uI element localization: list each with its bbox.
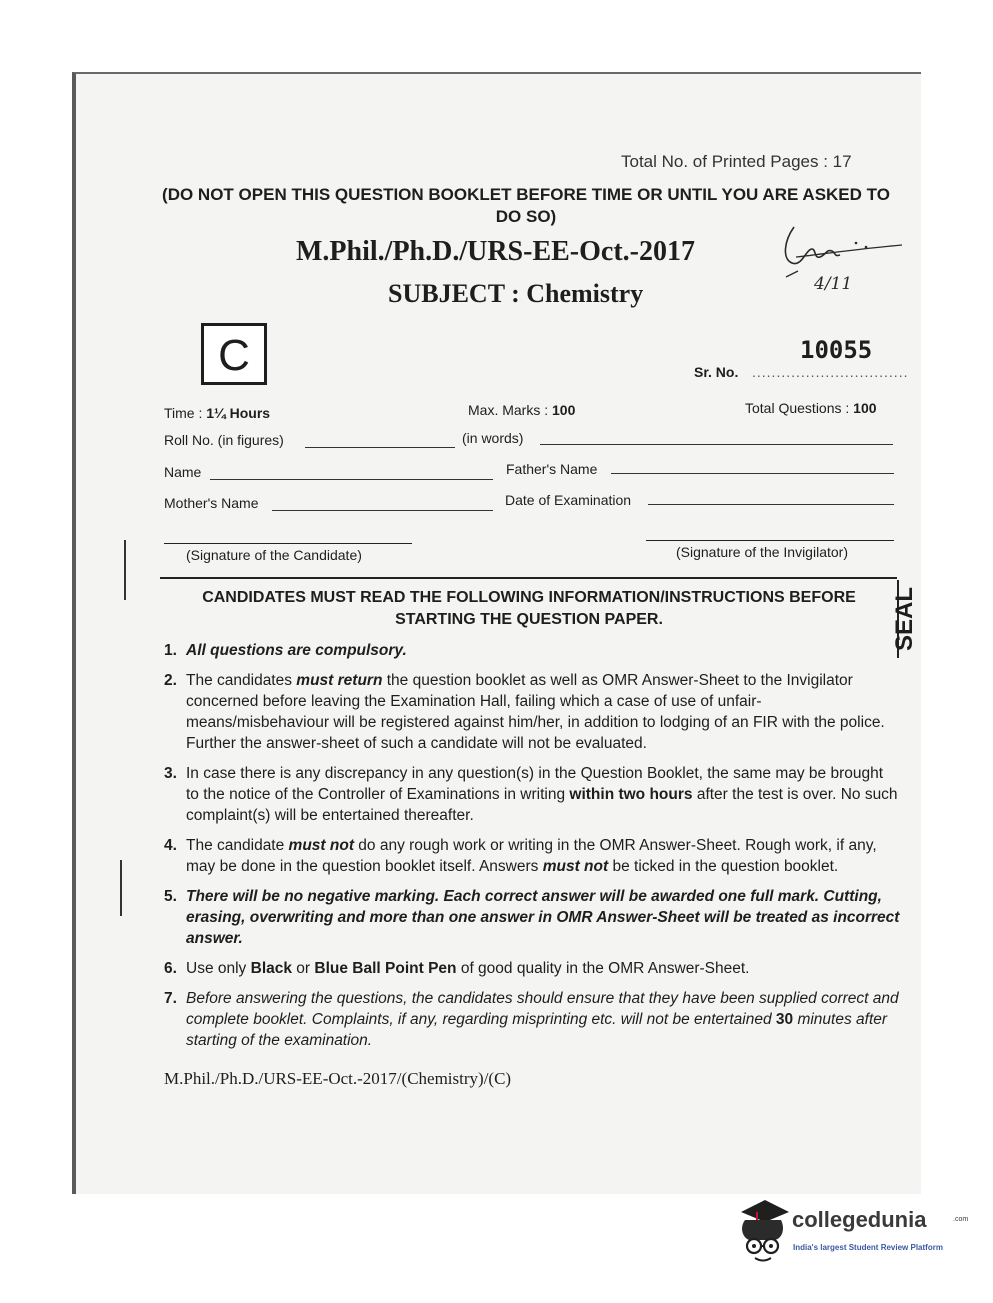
subject-value: Chemistry (526, 279, 644, 308)
exam-date-label: Date of Examination (505, 492, 632, 508)
serial-label: Sr. No. (694, 364, 739, 380)
brand-suffix: .com (953, 1216, 969, 1223)
instruction-text: of good quality in the OMR Answer-Sheet. (456, 960, 750, 977)
scanned-page (72, 72, 921, 1194)
candidate-signature-line[interactable] (164, 543, 412, 544)
instruction-emphasis: Blue Ball Point Pen (314, 960, 457, 977)
time-field (164, 405, 270, 421)
series-code-box: C (201, 323, 267, 385)
instruction-text: after the test is over. No such complaint(s) will be entertained thereafter. (186, 786, 898, 824)
instruction-emphasis: must not (542, 858, 609, 875)
instruction-text: All questions are compulsory. (186, 642, 407, 659)
instruction-number: 2. (164, 672, 177, 689)
instruction-emphasis: must not (288, 837, 354, 854)
time-label: Time : (164, 405, 207, 421)
instruction-number: 5. (164, 888, 177, 905)
serial-dotted-line: ................................ (752, 364, 909, 380)
instruction-text: be ticked in the question booklet. (608, 858, 839, 875)
marks-label: Max. Marks : (468, 402, 553, 418)
subject-line (388, 279, 643, 309)
roll-words-label: (in words) (462, 430, 524, 446)
instruction-text: Before answering the questions, the candidates should ensure that they have been supplied correct and complete booklet. Complaints, if any, regarding misprinting etc. will not be entertained (186, 990, 899, 1028)
brand-tagline: India's largest Student Review Platform (793, 1243, 943, 1252)
instruction-text: In case there is any discrepancy in any question(s) in the Question Booklet, the same may be brought to the notice of the Controller of Examinations in writing (186, 765, 884, 803)
max-marks-field (468, 402, 575, 418)
roll-figures-label: Roll No. (in figures) (164, 432, 284, 448)
instructions-list (164, 640, 900, 1060)
margin-pen-mark (124, 540, 126, 600)
total-questions-field (745, 400, 877, 416)
instruction-text: There will be no negative marking. Each correct answer will be awarded one full mark. Cutting, erasing, overwriting and more than one answer in OMR Answer-Sheet will be treated as incorrect answer. (186, 888, 900, 947)
roll-words-input[interactable] (540, 429, 893, 445)
questions-label: Total Questions : (745, 400, 854, 416)
handwritten-signature (776, 219, 906, 299)
instruction-number: 3. (164, 765, 177, 782)
exam-title: M.Phil./Ph.D./URS-EE-Oct.-2017 (296, 236, 695, 267)
total-pages: Total No. of Printed Pages : 17 (621, 152, 852, 171)
do-not-open-warning: (DO NOT OPEN THIS QUESTION BOOKLET BEFORE TIME OR UNTIL YOU ARE ASKED TO DO SO) (162, 185, 890, 226)
margin-pen-mark (120, 860, 122, 916)
exam-date-input[interactable] (648, 489, 894, 505)
subject-label: SUBJECT : (388, 279, 527, 308)
questions-value: 100 (853, 400, 877, 416)
instruction-6 (164, 958, 900, 979)
instruction-5 (164, 886, 900, 949)
instructions-heading: CANDIDATES MUST READ THE FOLLOWING INFORMATION/INSTRUCTIONS BEFORE STARTING THE QUESTION PAPER. (202, 589, 856, 628)
instruction-text: minutes after starting of the examination. (186, 1011, 888, 1049)
instruction-number: 7. (164, 990, 177, 1007)
instruction-text: the question booklet as well as OMR Answer-Sheet to the Invigilator concerned before leaving the Examination Hall, failing which a case of use of unfair-means/misbehaviour will be registered against him/her, in addition to lodging of an FIR with the police. Further the answer-sheet of such a candidate will not be evaluated. (186, 672, 885, 752)
instruction-text: The candidate (186, 837, 289, 854)
name-input[interactable] (210, 464, 493, 480)
instruction-4 (164, 835, 900, 877)
instruction-text: or (292, 960, 315, 977)
serial-number: 10055 (800, 336, 873, 364)
marks-value: 100 (552, 402, 576, 418)
instruction-2 (164, 670, 900, 754)
instruction-number: 4. (164, 837, 177, 854)
handwritten-date: 4/11 (814, 274, 853, 294)
seal-text: SEAL (891, 586, 918, 652)
instruction-number: 1. (164, 642, 177, 659)
footer-paper-code: M.Phil./Ph.D./URS-EE-Oct.-2017/(Chemistry)/(C) (164, 1069, 512, 1088)
roll-figures-input[interactable] (305, 432, 455, 448)
collegedunia-mascot-icon (735, 1198, 791, 1264)
instruction-text: The candidates (186, 672, 297, 689)
instruction-7 (164, 988, 900, 1051)
invigilator-signature-label: (Signature of the Invigilator) (676, 544, 848, 560)
instruction-text: do any rough work or writing in the OMR Answer-Sheet. Rough work, if any, may be done in the question booklet itself. Answers (186, 837, 877, 875)
brand-name: collegedunia (792, 1207, 927, 1232)
name-label: Name (164, 464, 202, 480)
section-divider (160, 577, 897, 579)
fathers-name-input[interactable] (611, 458, 894, 474)
instruction-text: Use only (186, 960, 251, 977)
instruction-1 (164, 640, 900, 661)
instruction-emphasis: 30 (775, 1011, 794, 1028)
instruction-emphasis: must return (296, 672, 383, 689)
instruction-emphasis: within two hours (569, 786, 693, 803)
time-value: 1¼ Hours (206, 405, 271, 421)
invigilator-signature-line[interactable] (646, 540, 894, 541)
mothers-name-label: Mother's Name (164, 495, 259, 511)
fathers-name-label: Father's Name (506, 461, 598, 477)
instruction-number: 6. (164, 960, 177, 977)
candidate-signature-label: (Signature of the Candidate) (186, 547, 362, 563)
instruction-emphasis: Black (250, 960, 292, 977)
mothers-name-input[interactable] (272, 495, 493, 511)
instruction-3 (164, 763, 900, 826)
